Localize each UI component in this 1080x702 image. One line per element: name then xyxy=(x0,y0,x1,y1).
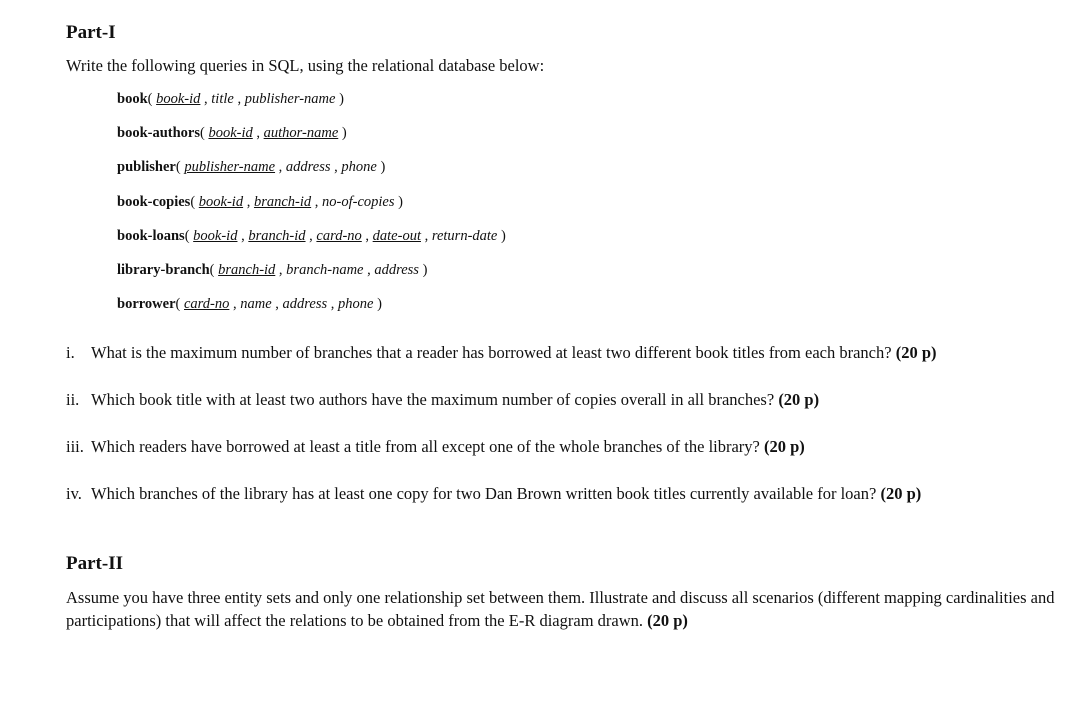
question-number: iv. xyxy=(66,484,82,503)
relation-name: library-branch xyxy=(117,262,210,278)
schema-relation-book: book( book-id , title , publisher-name ) xyxy=(117,91,344,107)
attribute: title xyxy=(211,91,234,107)
relation-name: publisher xyxy=(117,159,176,175)
key-attribute: book-id xyxy=(198,194,244,210)
schema-relation-publisher: publisher( publisher-name , address , phone ) xyxy=(117,159,386,175)
relation-name: book xyxy=(117,91,148,107)
key-attribute: branch-id xyxy=(248,228,306,244)
key-attribute: author-name xyxy=(263,125,339,141)
question-item xyxy=(66,484,921,504)
question-text: What is the maximum number of branches that a reader has borrowed at least two different book titles from each branch? xyxy=(91,343,892,362)
schema-relation-book-authors: book-authors( book-id , author-name ) xyxy=(117,125,347,141)
attribute: phone xyxy=(341,159,377,175)
key-attribute: card-no xyxy=(316,228,362,244)
relation-name: book-authors xyxy=(117,125,200,141)
question-number: i. xyxy=(66,343,75,362)
attribute: address xyxy=(282,296,328,312)
key-attribute: branch-id xyxy=(253,194,312,210)
schema-relation-library-branch: library-branch( branch-id , branch-name , address ) xyxy=(117,262,428,278)
part1-heading: Part-I xyxy=(66,22,116,43)
question-item xyxy=(66,437,805,457)
schema-relation-book-loans: book-loans( book-id , branch-id , card-no , date-out , return-date ) xyxy=(117,228,506,244)
attribute: return-date xyxy=(431,228,498,244)
relation-name: borrower xyxy=(117,296,176,312)
relation-name: book-copies xyxy=(117,194,191,210)
part2-heading: Part-II xyxy=(66,553,123,574)
question-text: Which book title with at least two authors have the maximum number of copies overall in all branches? xyxy=(91,390,775,409)
part2-paragraph xyxy=(66,586,1056,632)
question-points: (20 p) xyxy=(778,390,820,409)
key-attribute: branch-id xyxy=(218,262,276,278)
part1-intro: Write the following queries in SQL, using the relational database below: xyxy=(66,56,545,75)
schema-relation-book-copies: book-copies( book-id , branch-id , no-of-copies ) xyxy=(117,194,403,210)
question-item xyxy=(66,343,937,363)
attribute: name xyxy=(240,296,272,312)
attribute: branch-name xyxy=(286,262,364,278)
question-points: (20 p) xyxy=(895,343,937,362)
key-attribute: card-no xyxy=(184,296,230,312)
question-text: Which branches of the library has at least one copy for two Dan Brown written book titles currently available for loan? xyxy=(91,484,877,503)
question-points: (20 p) xyxy=(880,484,922,503)
relation-name: book-loans xyxy=(117,228,185,244)
attribute: address xyxy=(285,159,331,175)
key-attribute: date-out xyxy=(372,228,421,244)
attribute: publisher-name xyxy=(244,91,336,107)
question-number: ii. xyxy=(66,390,80,409)
attribute: phone xyxy=(338,296,374,312)
key-attribute: book-id xyxy=(156,91,201,107)
part2-text: Assume you have three entity sets and only one relationship set between them. Illustrate and discuss all scenarios (different mapping cardinalities and participations) that will affect the relations to be obtained from the E-R diagram drawn. xyxy=(66,588,1055,630)
part2-points: (20 p) xyxy=(647,611,688,630)
question-item xyxy=(66,390,819,410)
attribute: no-of-copies xyxy=(322,194,395,210)
key-attribute: book-id xyxy=(193,228,238,244)
question-number: iii. xyxy=(66,437,84,456)
question-points: (20 p) xyxy=(764,437,805,456)
key-attribute: publisher-name xyxy=(184,159,276,175)
schema-relation-borrower: borrower( card-no , name , address , phone ) xyxy=(117,296,382,312)
key-attribute: book-id xyxy=(208,125,253,141)
question-text: Which readers have borrowed at least a title from all except one of the whole branches of the library? xyxy=(91,437,760,456)
attribute: address xyxy=(374,262,419,278)
